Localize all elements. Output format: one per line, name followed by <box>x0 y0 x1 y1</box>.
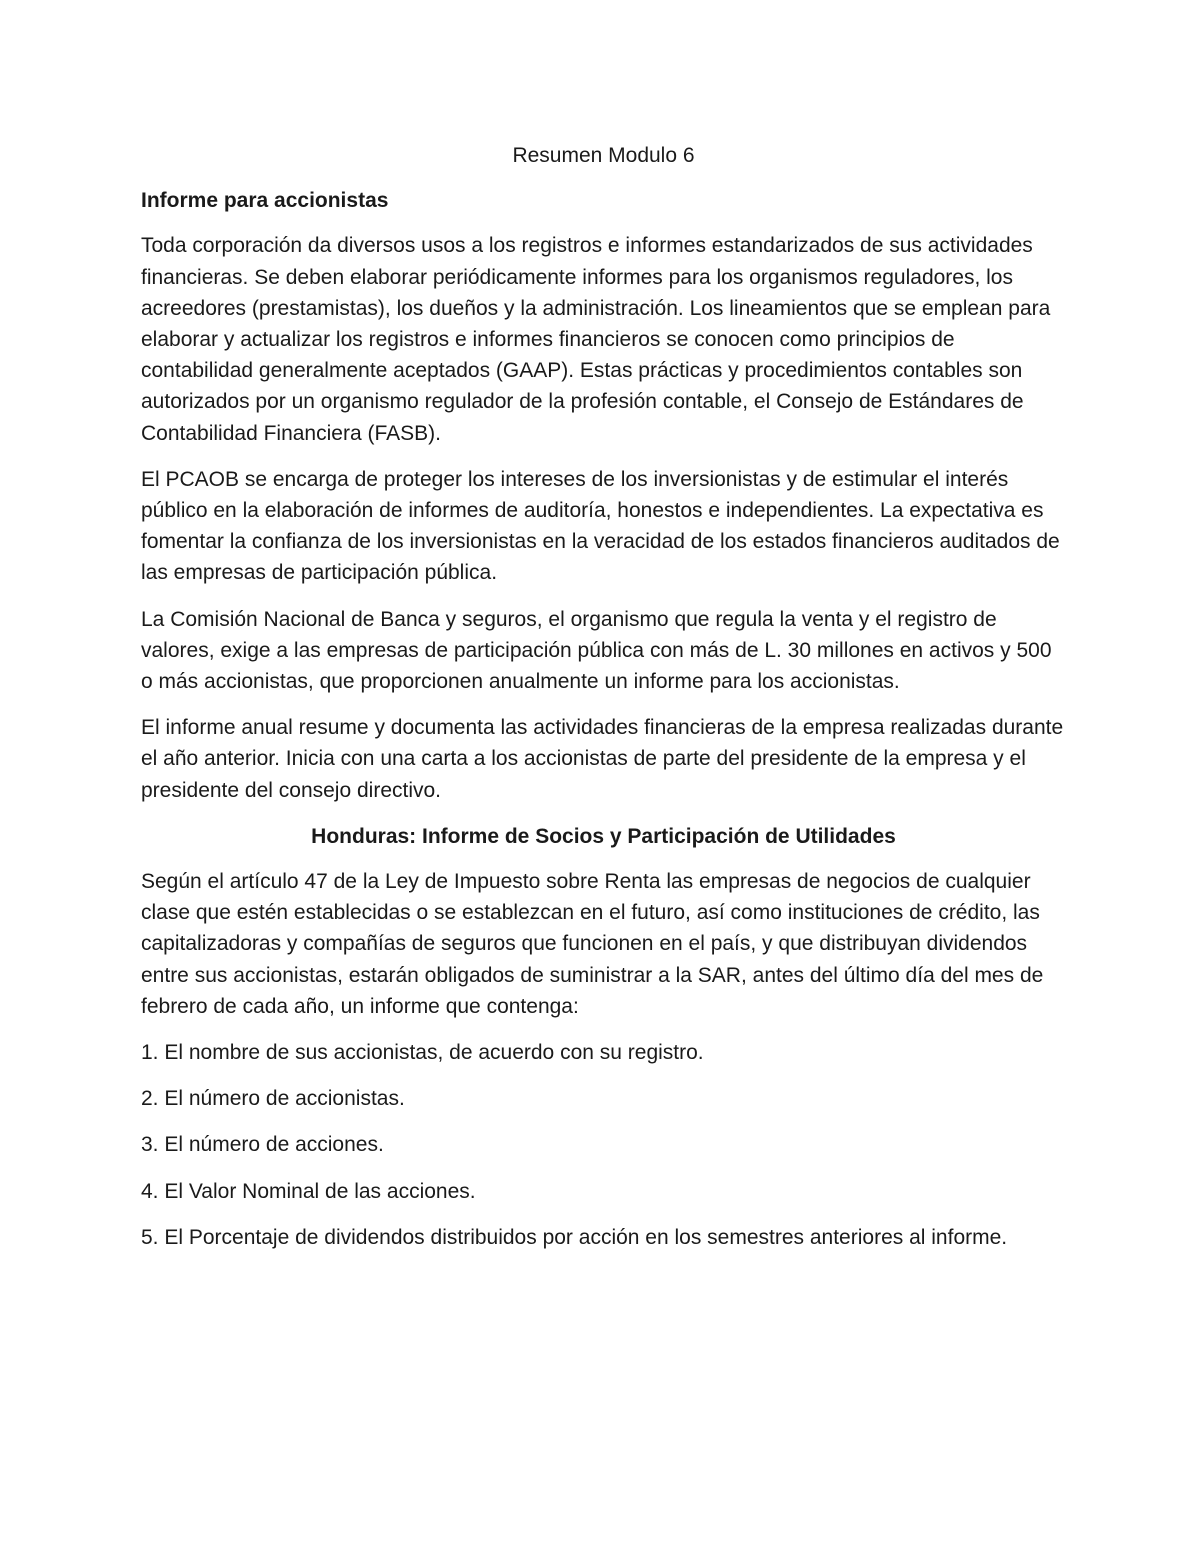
list-item: 4. El Valor Nominal de las acciones. <box>141 1179 476 1203</box>
paragraph-informe-anual: El informe anual resume y documenta las actividades financieras de la empresa realizadas durante el año anterior. Inicia con una carta a los accionistas de parte del presidente de la empresa y el presidente del consejo directivo. <box>141 716 1064 802</box>
document-title: Resumen Modulo 6 <box>512 144 695 167</box>
list-item: 2. El número de accionistas. <box>141 1087 405 1111</box>
paragraph-comision-nacional: La Comisión Nacional de Banca y seguros, el organismo que regula la venta y el registro de valores, exige a las empresas de participación pública con más de L. 30 millones en activos y 500 o más accionistas, que proporcionen anualmente un informe para los accionistas. <box>141 607 1052 694</box>
paragraph-gaap: Toda corporación da diversos usos a los registros e informes estandarizados de sus actividades financieras. Se deben elaborar periódicamente informes para los organismos reguladores, los acreedores (prestamistas), los dueños y la administración. Los lineamientos que se emplean para elaborar y actualizar los registros e informes financieros se conocen como principios de contabilidad generalmente aceptados (GAAP). Estas prácticas y procedimientos contables son autorizados por un organismo regulador de la profesión contable, el Consejo de Estándares de Contabilidad Financiera (FASB). <box>141 234 1051 445</box>
list-item: 3. El número de acciones. <box>141 1133 384 1157</box>
list-item: 5. El Porcentaje de dividendos distribuidos por acción en los semestres anteriores al informe. <box>141 1225 1008 1249</box>
paragraph-articulo-47: Según el artículo 47 de la Ley de Impuesto sobre Renta las empresas de negocios de cualquier clase que estén establecidas o se establezcan en el futuro, así como instituciones de crédito, las capitalizadoras y compañías de seguros que funcionen en el país, y que distribuyan dividendos entre sus accionistas, estarán obligados de suministrar a la SAR, antes del último día del mes de febrero de cada año, un informe que contenga: <box>141 870 1044 1018</box>
paragraph-pcaob: El PCAOB se encarga de proteger los intereses de los inversionistas y de estimular el interés público en la elaboración de informes de auditoría, honestos e independientes. La expectativa es fomentar la confianza de los inversionistas en la veracidad de los estados financieros auditados de las empresas de participación pública. <box>141 467 1060 585</box>
section-heading-informe-accionistas: Informe para accionistas <box>141 189 389 213</box>
section-heading-honduras: Honduras: Informe de Socios y Participación de Utilidades <box>311 824 896 848</box>
document-page <box>141 140 1066 1268</box>
list-item: 1. El nombre de sus accionistas, de acuerdo con su registro. <box>141 1041 704 1065</box>
requirements-list <box>141 1037 1066 1253</box>
